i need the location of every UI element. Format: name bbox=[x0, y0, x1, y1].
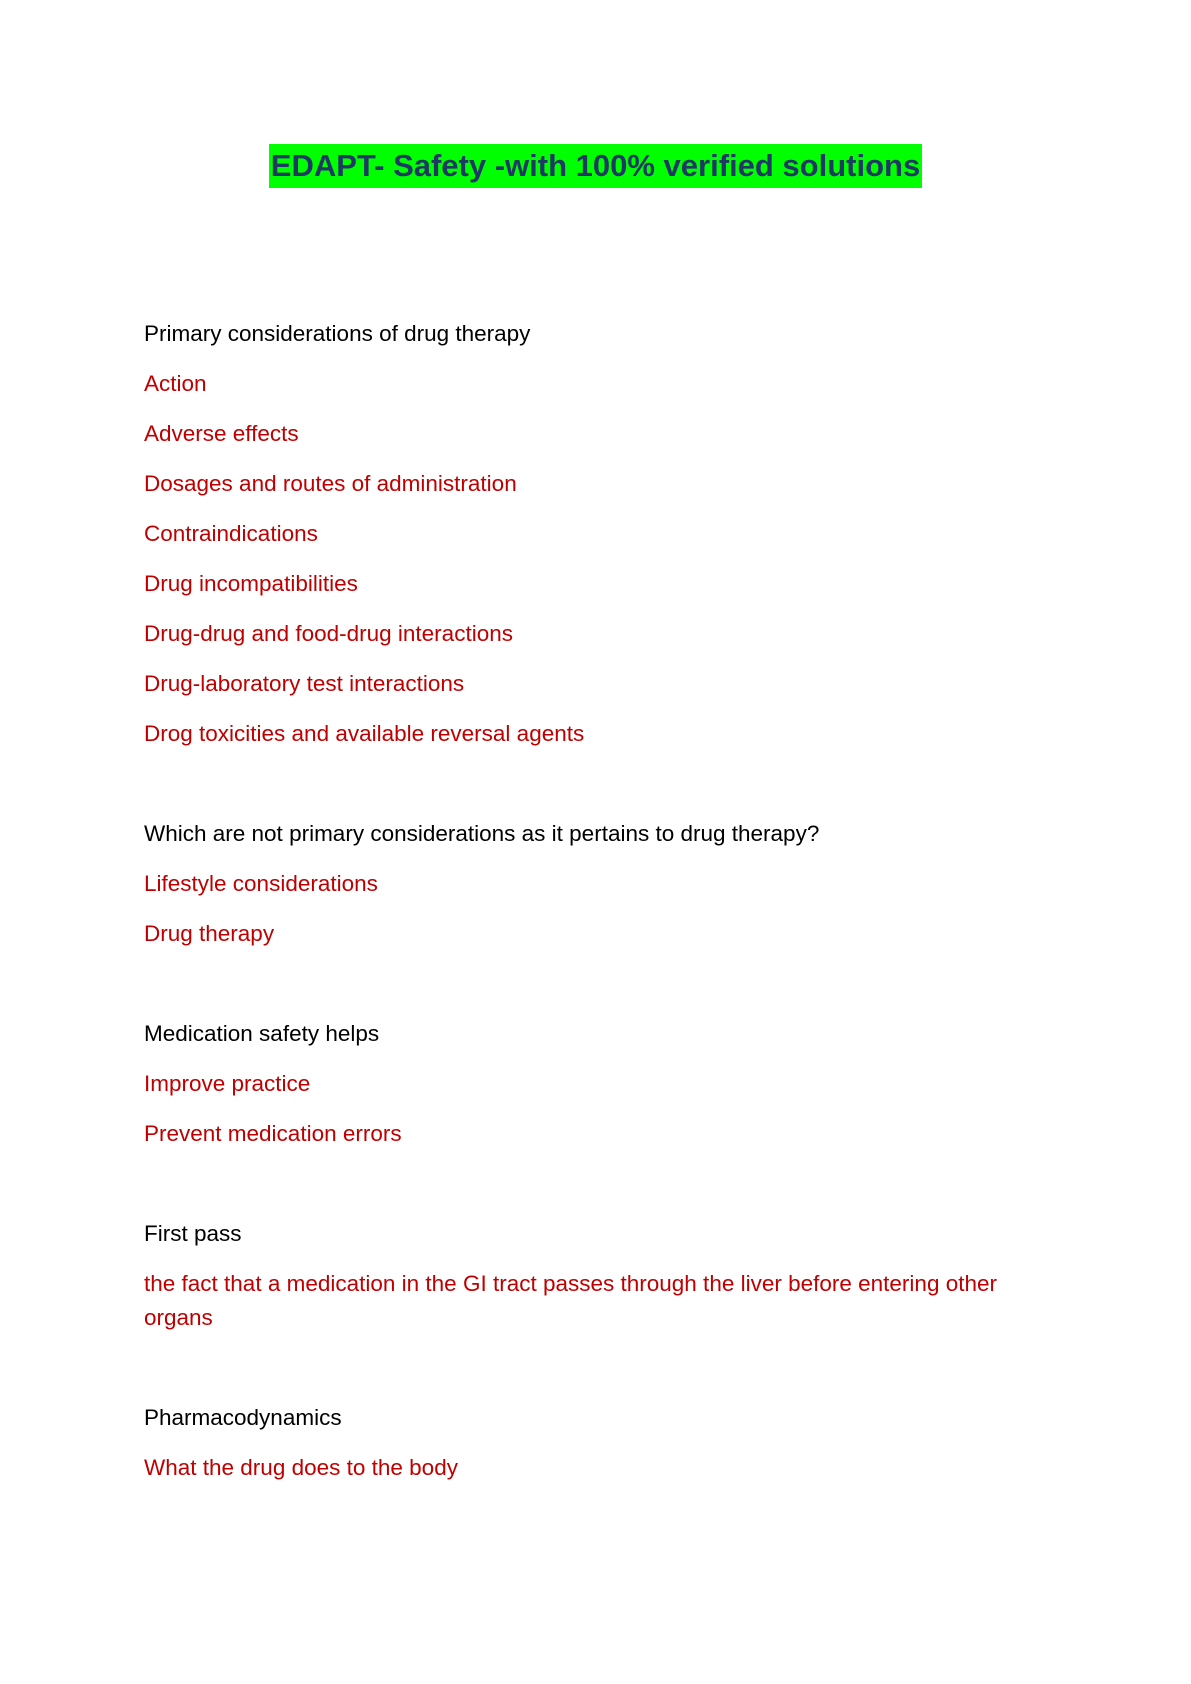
document-title: EDAPT- Safety -with 100% verified solutions bbox=[269, 144, 922, 188]
answer-text: Prevent medication errors bbox=[144, 1121, 402, 1146]
answer-text: What the drug does to the body bbox=[144, 1455, 458, 1480]
answer-text: Drug-laboratory test interactions bbox=[144, 671, 465, 696]
answer-text: Action bbox=[144, 371, 207, 396]
answer-text: Improve practice bbox=[144, 1071, 311, 1096]
answer-text: Dosages and routes of administration bbox=[144, 471, 517, 496]
answer-text: Drug therapy bbox=[144, 921, 275, 946]
answer-text: Drug incompatibilities bbox=[144, 571, 358, 596]
question-text: Primary considerations of drug therapy bbox=[144, 321, 531, 346]
answer-text: Lifestyle considerations bbox=[144, 871, 378, 896]
question-text: First pass bbox=[144, 1221, 242, 1246]
question-text: Pharmacodynamics bbox=[144, 1405, 342, 1430]
answer-text: Drog toxicities and available reversal agents bbox=[144, 721, 585, 746]
answer-text: Drug-drug and food-drug interactions bbox=[144, 621, 513, 646]
answer-text: Contraindications bbox=[144, 521, 318, 546]
question-text: Which are not primary considerations as it pertains to drug therapy? bbox=[144, 821, 820, 846]
answer-text: the fact that a medication in the GI tract passes through the liver before entering other organs bbox=[144, 1271, 997, 1330]
answer-text: Adverse effects bbox=[144, 421, 299, 446]
title-block bbox=[0, 144, 1191, 188]
question-text: Medication safety helps bbox=[144, 1021, 380, 1046]
